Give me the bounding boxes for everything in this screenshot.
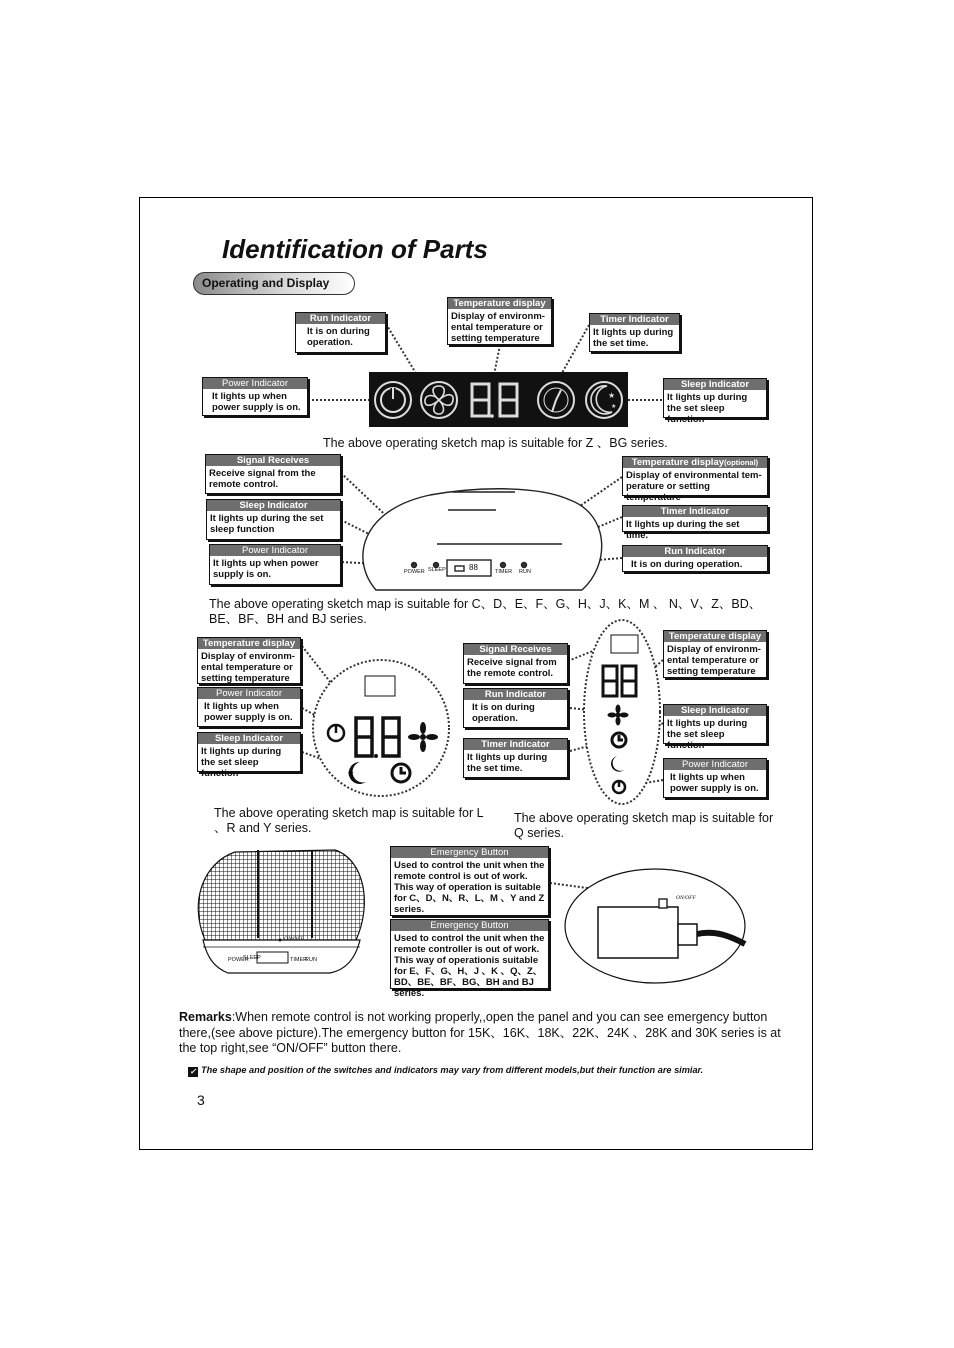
grille-label-power: POWER (228, 957, 249, 963)
page-number: 3 (197, 1092, 205, 1108)
power-indicator-callout: Power Indicator It lights up when power supply is on. (202, 377, 308, 416)
grille-label-run: RUN (305, 957, 317, 963)
remarks-paragraph (179, 1010, 801, 1057)
svg-text:★: ★ (611, 404, 617, 410)
timer-indicator-callout-4: Timer Indicator It lights up during the set time. (463, 738, 568, 778)
unit-label-digits: 88 (469, 563, 478, 572)
unit-cdef (363, 489, 602, 590)
unit-label-sleep: SLEEP (428, 567, 446, 573)
power-indicator-callout-4: Power Indicator It lights up when power supply is on. (663, 758, 767, 798)
disclaimer: ✓ The shape and position of the switches and indicators may vary from different models,but their function are simiar. (189, 1065, 704, 1076)
emergency-button-callout-1: Emergency Button Used to control the unit when the remote control is out of work. This way of operation is suitable for C、D、N、R、L、M 、Y and Z series. (390, 846, 549, 916)
remarks-label: Remarks (179, 1010, 232, 1024)
emergency-closeup (565, 869, 745, 983)
series-note-cdef: The above operating sketch map is suitable for C、D、E、F、G、H、J、K、M 、 N、V、Z、BD、BE、BF、BH and BJ series. (209, 597, 762, 626)
unit-label-timer: TIMER (495, 569, 513, 575)
sleep-indicator-callout-3: Sleep Indicator It lights up during the set sleep function (197, 732, 301, 772)
panel-lry (313, 660, 449, 796)
check-icon: ✓ (189, 1067, 197, 1076)
temperature-display-callout-3: Temperature display Display of environm-ental temperature or setting temperature (197, 637, 301, 684)
svg-text:★: ★ (347, 769, 355, 778)
signal-receives-callout: Signal Receives Receive signal from the remote control. (205, 454, 341, 494)
series-note-zbg: The above operating sketch map is suitable for Z 、BG series. (323, 436, 668, 450)
series-note-q: The above operating sketch map is suitable for Q series. (514, 811, 774, 840)
power-indicator-callout-2: Power Indicator It lights up when power supply is on. (209, 544, 341, 585)
remarks-text: :When remote control is not working properly,,open the panel and you can see emergency button there,(see above picture).The emergency button for 15K、16K、18K、22K、24K 、28K and 30K series is at the top right,see “ON/OFF” button there. (179, 1010, 781, 1055)
run-indicator-callout-2: Run Indicator It is on during operation. (622, 545, 768, 572)
run-indicator-callout-4: Run Indicator It is on during operation. (463, 688, 568, 728)
page-title: Identification of Parts (222, 234, 488, 264)
unit-label-run: RUN (519, 569, 531, 575)
signal-receives-callout-4: Signal Receives Receive signal from the remote control. (463, 643, 568, 684)
grille-label-timer: TIMER (290, 957, 308, 963)
sleep-indicator-callout-4: Sleep Indicator It lights up during the set sleep function (663, 704, 767, 744)
grille-label-sleep: SLEEP (243, 955, 261, 961)
panel-q (584, 620, 660, 804)
timer-indicator-callout: Timer Indicator It lights up during the set time. (589, 313, 680, 352)
emergency-button-callout-2: Emergency Button Used to control the unit when the remote controller is out of work. This way of operationis suitable for E、F、G、H、J 、K 、Q、Z、BD、BE、BF、BG、BH and BJ series. (390, 919, 549, 989)
unit-label-power: POWER (404, 569, 425, 575)
temperature-display-callout: Temperature display Display of environm-ental temperature or setting temperature (447, 297, 552, 345)
panel-zbg (369, 372, 628, 427)
temperature-display-callout-4: Temperature display Display of environm-ental temperature or setting temperature (663, 630, 767, 678)
power-indicator-callout-3: Power Indicator It lights up when power supply is on. (197, 687, 301, 727)
onoff-label-left: ON/OFF (284, 936, 304, 942)
section-heading: Operating and Display (193, 272, 355, 295)
onoff-label-right: ON/OFF (676, 895, 696, 901)
svg-text:★: ★ (608, 391, 616, 400)
sleep-indicator-callout-2: Sleep Indicator It lights up during the set sleep function (206, 499, 341, 540)
run-indicator-callout: Run Indicator It is on during operation. (295, 312, 386, 353)
temperature-display-callout-2: Temperature display(optional) Display of environmental tem-perature or setting temperature (622, 456, 768, 496)
timer-indicator-callout-2: Timer Indicator It lights up during the set time. (622, 505, 768, 532)
series-note-lry: The above operating sketch map is suitable for L 、R and Y series. (214, 806, 484, 835)
unit-grille (198, 850, 364, 973)
sleep-indicator-callout: Sleep Indicator It lights up during the set sleep function (663, 378, 767, 418)
